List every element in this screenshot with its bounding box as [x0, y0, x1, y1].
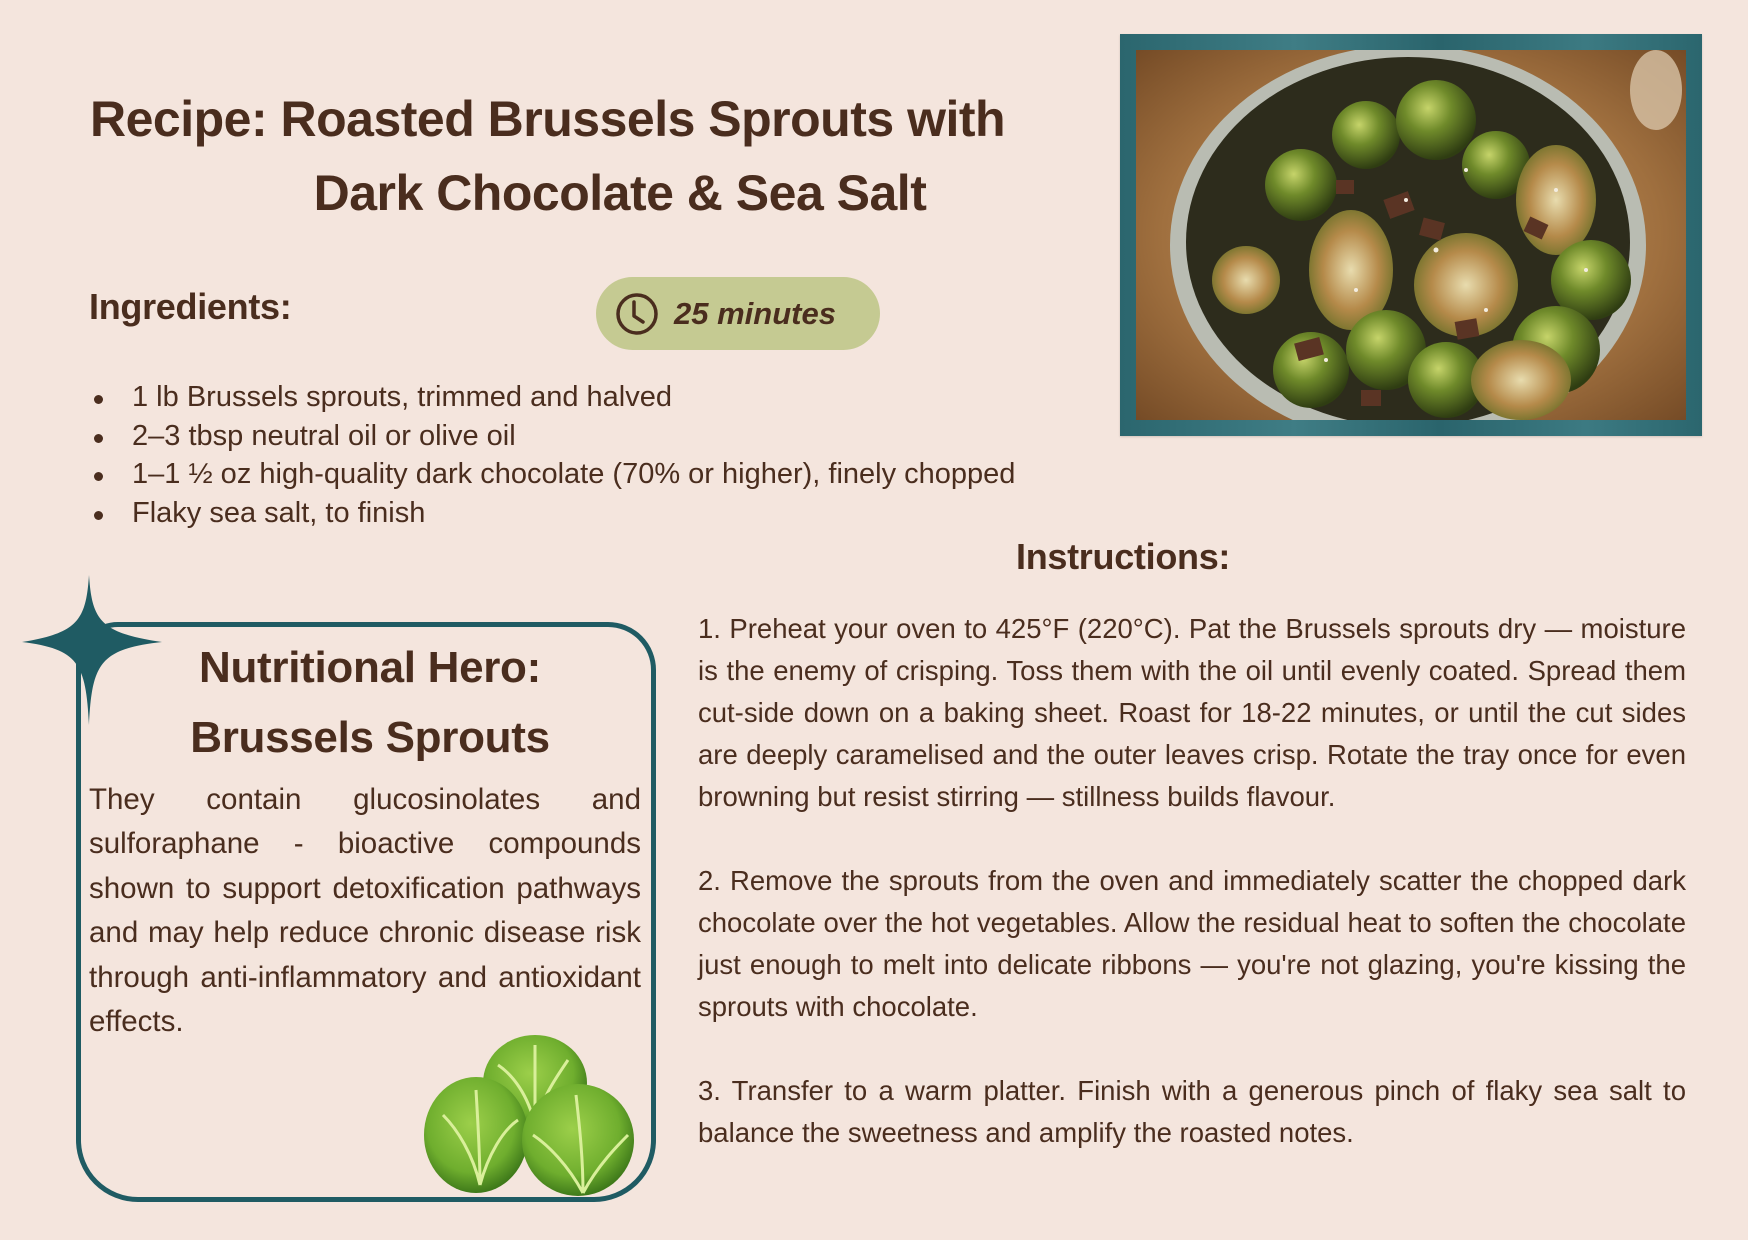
roasted-sprouts-bowl-image — [1136, 50, 1686, 420]
instructions-steps — [698, 608, 1686, 1154]
ingredient-item: Flaky sea salt, to finish — [92, 494, 1015, 533]
instruction-step: 2. Remove the sprouts from the oven and immediately scatter the chopped dark chocolate over the hot vegetables. Allow the residual heat to soften the chocolate just enough to melt into delicate ribbons — you're not glazing, you're kissing the sprouts with chocolate. — [698, 865, 1686, 1022]
nutritional-hero-title-line-1: Nutritional Hero: — [198, 643, 541, 692]
nutritional-hero-title-line-2: Brussels Sprouts — [190, 713, 550, 762]
nutritional-hero-body: They contain glucosinolates and sulforaphane - bioactive compounds shown to support detoxification pathways and may help reduce chronic disease risk through anti-inflammatory and antioxidant effects. — [89, 783, 641, 1039]
recipe-title — [60, 82, 1190, 230]
clock-icon — [614, 291, 660, 337]
cook-time-label: 25 minutes — [674, 295, 836, 331]
ingredients-list — [92, 378, 1015, 533]
ingredient-item: 1–1 ½ oz high-quality dark chocolate (70% or higher), finely chopped — [92, 455, 1015, 494]
nutritional-hero-title — [90, 633, 650, 773]
instruction-step: 1. Preheat your oven to 425°F (220°C). Pat the Brussels sprouts dry — moisture is the enemy of crisping. Toss them with the oil until evenly coated. Spread them cut-side down on a baking sheet. Roast for 18-22 minutes, or until the cut sides are deeply caramelised and the outer leaves crisp. Rotate the tray once for even browning but resist stirring — stillness builds flavour. — [698, 613, 1686, 812]
recipe-title-line-1: Recipe: Roasted Brussels Sprouts with — [90, 91, 1006, 147]
cook-time-badge — [596, 277, 880, 350]
recipe-title-line-2: Dark Chocolate & Sea Salt — [313, 165, 927, 221]
ingredient-item: 1 lb Brussels sprouts, trimmed and halved — [92, 378, 1015, 417]
ingredient-item: 2–3 tbsp neutral oil or olive oil — [92, 417, 1015, 456]
dish-photo — [1136, 50, 1686, 420]
instructions-heading: Instructions: — [1016, 536, 1231, 577]
ingredients-heading: Ingredients: — [89, 286, 292, 327]
dish-photo-frame — [1120, 34, 1702, 436]
instruction-step: 3. Transfer to a warm platter. Finish with a generous pinch of flaky sea salt to balance the sweetness and amplify the roasted notes. — [698, 1075, 1686, 1148]
brussels-sprouts-illustration — [418, 1035, 638, 1197]
